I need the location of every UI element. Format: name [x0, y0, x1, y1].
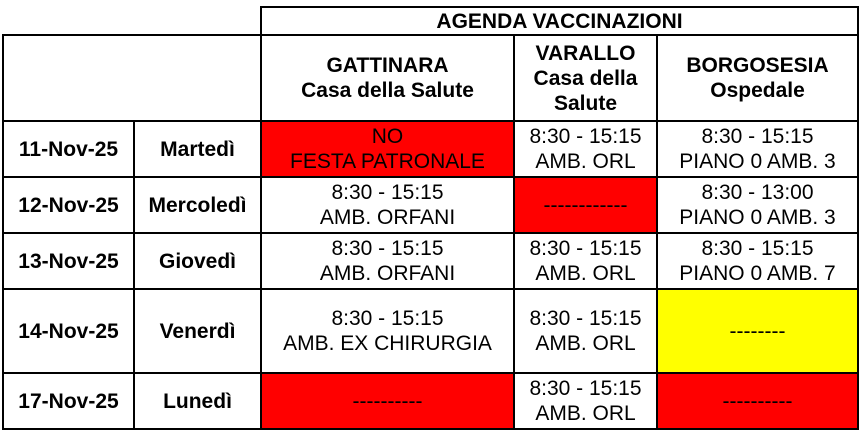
header-gattinara: [261, 35, 514, 121]
schedule-cell: [514, 121, 657, 177]
schedule-cell: [657, 289, 858, 373]
table-row: [3, 177, 858, 233]
table-row: [3, 373, 858, 429]
row-day: Lunedì: [134, 373, 261, 429]
row-date: 11-Nov-25: [3, 121, 134, 177]
schedule-cell: [657, 121, 858, 177]
schedule-cell: [657, 233, 858, 289]
row-date: 17-Nov-25: [3, 373, 134, 429]
schedule-cell: [657, 373, 858, 429]
row-day: Mercoledì: [134, 177, 261, 233]
header-facility: Ospedale: [710, 79, 805, 102]
schedule-cell: [514, 177, 657, 233]
agenda-table: [2, 6, 859, 430]
schedule-text: 8:30 - 15:15 AMB. ORFANI: [319, 181, 456, 229]
empty-corner-header: [3, 35, 261, 121]
schedule-cell: [261, 177, 514, 233]
schedule-rows: [3, 121, 858, 429]
schedule-text: 8:30 - 15:15 AMB. EX CHIRURGIA: [283, 307, 492, 355]
row-date: 14-Nov-25: [3, 289, 134, 373]
row-day: Martedì: [134, 121, 261, 177]
header-location: GATTINARA: [326, 54, 449, 77]
schedule-cell: [261, 121, 514, 177]
schedule-text: 8:30 - 15:15 AMB. ORL: [529, 307, 642, 355]
schedule-text: 8:30 - 15:15 AMB. ORFANI: [319, 237, 456, 285]
schedule-cell: [261, 289, 514, 373]
schedule-text: 8:30 - 15:15 AMB. ORL: [529, 237, 642, 285]
schedule-text: ----------: [352, 389, 423, 413]
schedule-cell: [657, 177, 858, 233]
header-facility: Casa della Salute: [533, 66, 638, 115]
schedule-text: 8:30 - 15:15 PIANO 0 AMB. 7: [679, 237, 836, 285]
schedule-cell: [514, 289, 657, 373]
row-date: 13-Nov-25: [3, 233, 134, 289]
table-row: [3, 289, 858, 373]
agenda-title: AGENDA VACCINAZIONI: [261, 7, 858, 35]
table-row: [3, 121, 858, 177]
schedule-text: ------------: [543, 193, 628, 217]
table-row: [3, 233, 858, 289]
header-facility: Casa della Salute: [301, 79, 474, 102]
header-varallo: [514, 35, 657, 121]
header-borgosesia: [657, 35, 858, 121]
schedule-text: --------: [729, 319, 786, 343]
row-day: Giovedì: [134, 233, 261, 289]
schedule-cell: [261, 373, 514, 429]
schedule-cell: [514, 233, 657, 289]
header-location: VARALLO: [535, 41, 636, 65]
row-day: Venerdì: [134, 289, 261, 373]
schedule-cell: [514, 373, 657, 429]
schedule-cell: [261, 233, 514, 289]
header-location: BORGOSESIA: [686, 54, 829, 77]
schedule-text: ----------: [722, 389, 793, 413]
schedule-text: 8:30 - 13:00 PIANO 0 AMB. 3: [679, 181, 836, 229]
schedule-text: 8:30 - 15:15 PIANO 0 AMB. 3: [679, 125, 836, 173]
empty-corner-top: [3, 7, 261, 35]
schedule-text: 8:30 - 15:15 AMB. ORL: [529, 377, 642, 425]
schedule-text: 8:30 - 15:15 AMB. ORL: [529, 125, 642, 173]
schedule-text: NO FESTA PATRONALE: [290, 125, 485, 173]
row-date: 12-Nov-25: [3, 177, 134, 233]
